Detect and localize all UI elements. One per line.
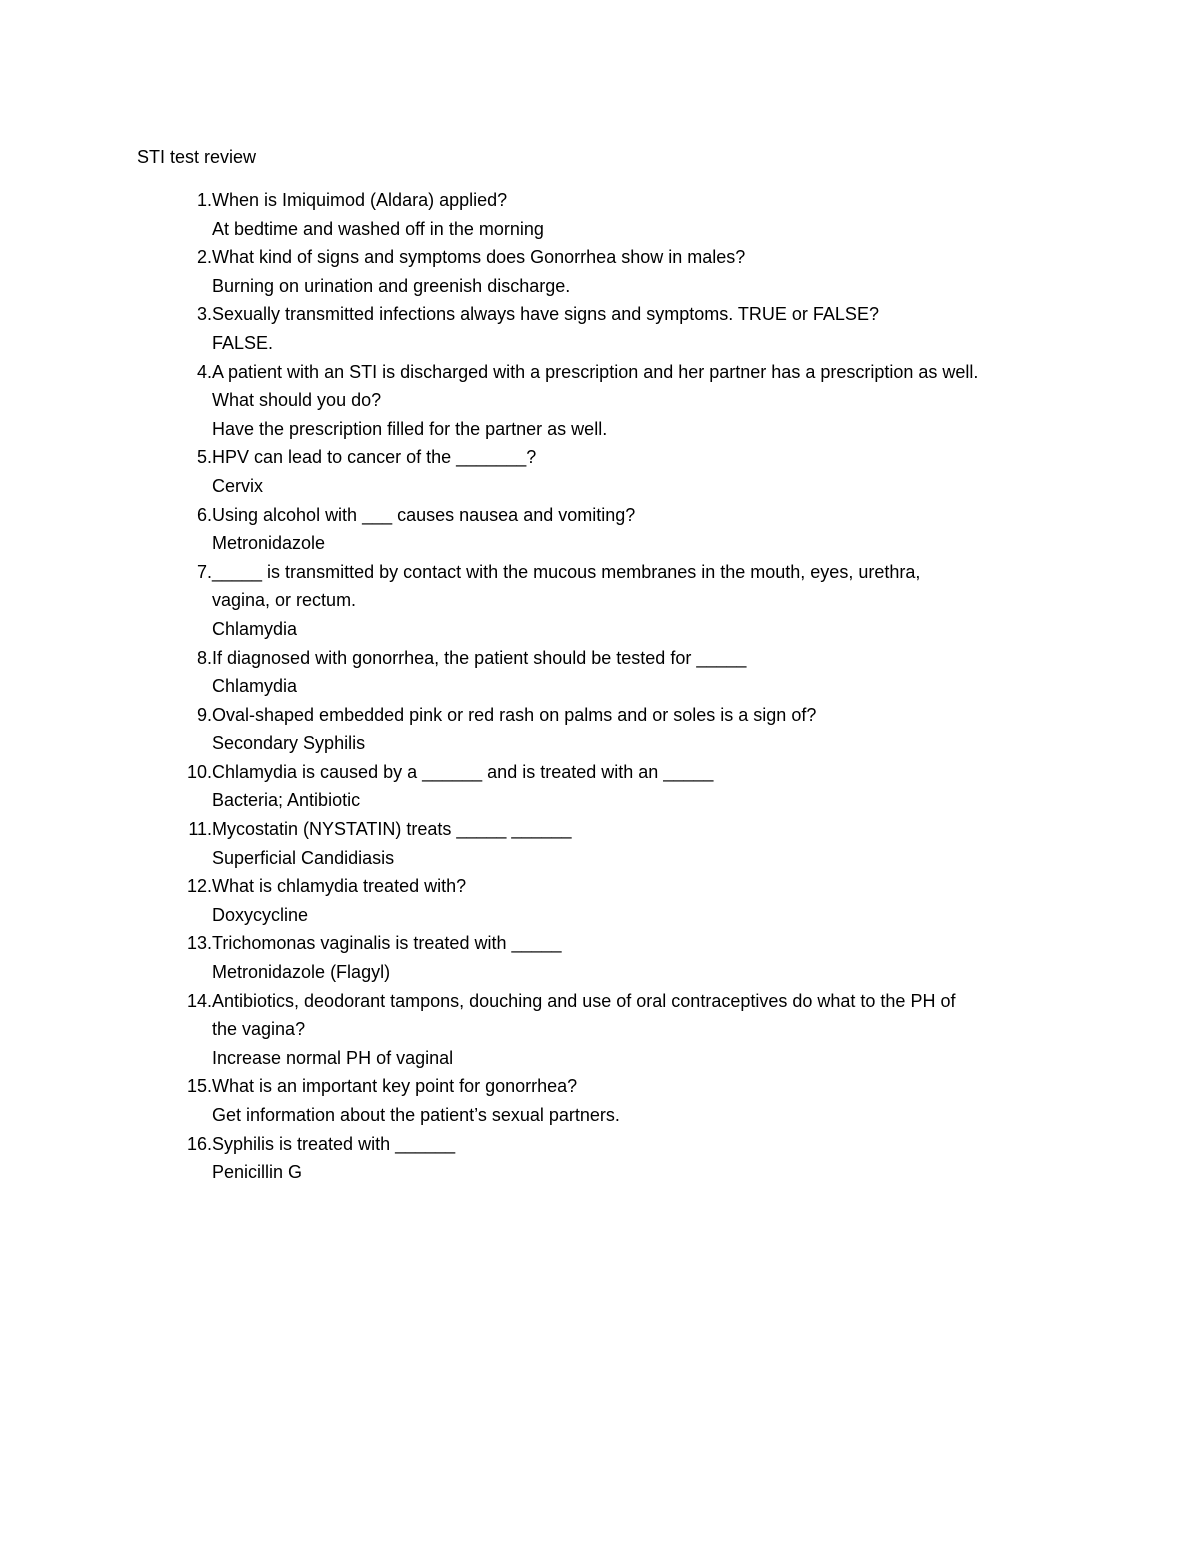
item-body: [212, 501, 1097, 558]
question-text: A patient with an STI is discharged with a prescription and her partner has a prescription as well.: [212, 361, 979, 382]
item-body: [212, 872, 1097, 929]
item-number: 15.: [186, 1076, 212, 1097]
item-number: 10.: [186, 761, 212, 782]
question-text: Oval-shaped embedded pink or red rash on palms and or soles is a sign of?: [212, 704, 817, 725]
answer-text: Increase normal PH of vaginal: [212, 1047, 454, 1068]
item-number: 1.: [196, 190, 212, 210]
item-number: 9.: [196, 704, 212, 725]
list-item: [137, 1130, 1097, 1187]
list-item: [137, 501, 1097, 558]
list-item: [137, 929, 1097, 986]
question-text: HPV can lead to cancer of the _______?: [212, 447, 537, 468]
question-list: [137, 186, 1097, 1187]
question-text: If diagnosed with gonorrhea, the patient should be tested for _____: [212, 647, 747, 668]
question-text-continued: the vagina?: [212, 1019, 306, 1040]
list-item: [137, 358, 1097, 444]
answer-text: Metronidazole (Flagyl): [212, 962, 391, 983]
item-body: [212, 358, 1097, 444]
item-number: 14.: [186, 990, 212, 1011]
item-number: 3.: [196, 304, 212, 325]
answer-text: Superficial Candidiasis: [212, 847, 395, 868]
item-body: [212, 243, 1097, 300]
item-number: 11.: [188, 819, 212, 840]
list-item: [137, 186, 1097, 243]
list-item: [137, 443, 1097, 500]
answer-text: Cervix: [212, 475, 264, 496]
item-body: [212, 701, 1097, 758]
question-text: What is chlamydia treated with?: [212, 876, 467, 897]
list-item: [137, 701, 1097, 758]
item-number: 6.: [196, 504, 212, 525]
answer-text: Chlamydia: [212, 618, 298, 639]
list-item: [137, 815, 1097, 872]
question-text: Syphilis is treated with ______: [212, 1133, 456, 1154]
item-body: [212, 300, 1097, 357]
question-text: When is Imiquimod (Aldara) applied?: [212, 190, 508, 210]
list-item: [137, 758, 1097, 815]
list-item: [137, 644, 1097, 701]
answer-text: Chlamydia: [212, 676, 298, 697]
list-item: [137, 558, 1097, 644]
answer-text: Metronidazole: [212, 533, 326, 554]
item-body: [212, 987, 1097, 1073]
item-body: [212, 929, 1097, 986]
answer-text: Doxycycline: [212, 904, 309, 925]
question-text: Mycostatin (NYSTATIN) treats _____ ______: [212, 819, 572, 840]
answer-text: FALSE.: [212, 332, 274, 353]
item-number: 7.: [196, 561, 212, 582]
item-number: 4.: [196, 361, 212, 382]
question-text: _____ is transmitted by contact with the mucous membranes in the mouth, eyes, urethra,: [212, 561, 921, 582]
question-text: Using alcohol with ___ causes nausea and vomiting?: [212, 504, 636, 525]
question-text: What kind of signs and symptoms does Gonorrhea show in males?: [212, 247, 746, 268]
question-text: Sexually transmitted infections always have signs and symptoms. TRUE or FALSE?: [212, 304, 879, 325]
item-number: 5.: [196, 447, 212, 468]
item-body: [212, 186, 1097, 243]
item-body: [212, 815, 1097, 872]
list-item: [137, 987, 1097, 1073]
question-text: What is an important key point for gonorrhea?: [212, 1076, 578, 1097]
answer-text: Bacteria; Antibiotic: [212, 790, 361, 811]
item-body: [212, 1130, 1097, 1187]
item-body: [212, 758, 1097, 815]
answer-text: Burning on urination and greenish discharge.: [212, 275, 571, 296]
item-number: 13.: [186, 933, 212, 954]
question-text-continued: What should you do?: [212, 390, 382, 411]
answer-text: At bedtime and washed off in the morning: [212, 218, 544, 239]
item-body: [212, 1072, 1097, 1129]
item-number: 12.: [186, 876, 212, 897]
item-number: 8.: [196, 647, 212, 668]
answer-text: Have the prescription filled for the partner as well.: [212, 418, 608, 439]
question-text-continued: vagina, or rectum.: [212, 590, 357, 611]
list-item: [137, 1072, 1097, 1129]
list-item: [137, 243, 1097, 300]
question-text: Trichomonas vaginalis is treated with _____: [212, 933, 562, 954]
list-item: [137, 300, 1097, 357]
question-text: Chlamydia is caused by a ______ and is treated with an _____: [212, 761, 714, 782]
item-body: [212, 644, 1097, 701]
item-number: 2.: [196, 247, 212, 268]
answer-text: Secondary Syphilis: [212, 733, 366, 754]
question-text: Antibiotics, deodorant tampons, douching and use of oral contraceptives do what to the PH of: [212, 990, 956, 1011]
item-body: [212, 443, 1097, 500]
list-item: [137, 872, 1097, 929]
item-number: 16.: [186, 1133, 212, 1154]
answer-text: Get information about the patient’s sexual partners.: [212, 1105, 620, 1125]
item-body: [212, 558, 1097, 644]
answer-text: Penicillin G: [212, 1162, 303, 1183]
document-title: STI test review: [137, 147, 257, 167]
